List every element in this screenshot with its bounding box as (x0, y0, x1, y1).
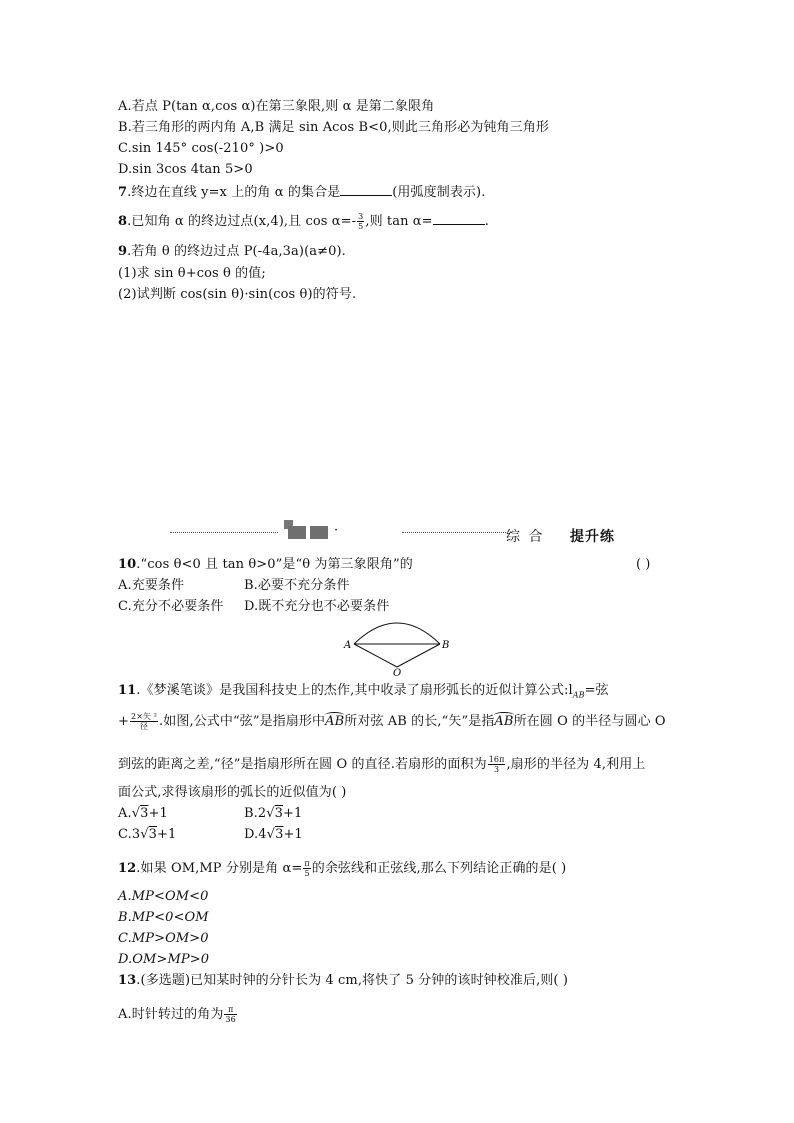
header-block-2 (310, 526, 328, 539)
q11-formula-numerator: 2×矢 ² (131, 712, 158, 721)
label-o: O (393, 668, 402, 678)
q12-option-b: B.MP<0<OM (118, 910, 209, 925)
q11-option-a-prefix: A. (118, 806, 132, 821)
q12-line (118, 859, 566, 878)
q13-number: 13 (118, 973, 137, 988)
q10-line (118, 557, 413, 573)
q10-answer-paren: ( ) (636, 557, 651, 572)
q11-line-4: 面公式,求得该扇形的弧长的近似值为( ) (118, 785, 347, 800)
sector-radius-b (397, 644, 440, 667)
q7-answer-blank (340, 183, 392, 196)
q11-text-3b: ,扇形的半径为 4,利用上 (506, 757, 646, 772)
q11-plus: + (118, 714, 129, 729)
q6-option-d: D.sin 3cos 4tan 5>0 (118, 162, 253, 177)
q7-line (118, 183, 485, 201)
q8-pre: .已知角 α 的终边过点(x,4),且 cos α=- (127, 214, 357, 229)
q6-option-a: A.若点 P(tan α,cos α)在第三象限,则 α 是第二象限角 (118, 99, 435, 114)
q11-arc-ab-1: AB (325, 714, 345, 729)
q10-option-c: C.充分不必要条件 (118, 599, 224, 614)
q12-post: 的余弦线和正弦线,那么下列结论正确的是( ) (311, 861, 567, 876)
q13-fraction-numerator: π (224, 1005, 236, 1015)
q11-option-c: C.3√3+1 (118, 827, 177, 842)
q12-number: 12 (118, 861, 137, 876)
q11-option-a-radicand: 3 (140, 806, 149, 821)
q11-option-b: B.2√3+1 (244, 806, 303, 821)
q11-arc-ab-2: AB (494, 714, 514, 729)
q10-option-a: A.充要条件 (118, 578, 185, 593)
sector-radius-a (354, 644, 397, 667)
q11-line-1 (118, 683, 609, 704)
q11-option-c-radicand: 3 (148, 827, 157, 842)
q11-number: 11 (118, 683, 137, 698)
dotted-rule-right (402, 532, 506, 533)
q11-option-c-prefix: C.3 (118, 827, 141, 842)
q11-area-denominator: 3 (493, 765, 500, 774)
q8-fraction-numerator: 3 (358, 212, 364, 221)
q11-subscript-ab: AB (572, 690, 585, 700)
q8-post: ,则 tan α= (365, 214, 433, 229)
q6-option-c: C.sin 145° cos(-210° )>0 (118, 141, 284, 156)
q10-option-b: B.必要不充分条件 (244, 578, 350, 593)
q12-option-c: C.MP>OM>0 (118, 931, 209, 946)
q11-formula-fraction (130, 712, 158, 731)
section-label-comprehensive: 综 合 (506, 529, 545, 545)
q7-tail: (用弧度制表示). (392, 185, 486, 200)
q13-fraction-denominator: 36 (225, 1015, 236, 1024)
q12-fraction (303, 859, 310, 878)
dotted-rule-left (170, 532, 278, 533)
q13-fraction (224, 1005, 236, 1024)
q11-text-2a: .如图,公式中“弦”是指扇形中 (159, 714, 326, 729)
q7-number: 7 (118, 185, 128, 200)
q11-text-2c: 所在圆 O 的半径与圆心 O (513, 714, 666, 729)
q13-option-a (118, 1005, 238, 1024)
q9-number: 9 (118, 244, 128, 259)
label-a: A (344, 640, 352, 651)
q11-text-1: .《梦溪笔谈》是我国科技史上的杰作,其中收录了扇形弧长的近似计算公式:l (136, 683, 573, 698)
q11-formula-denominator: 径 (139, 722, 149, 731)
q9-text: .若角 θ 的终边过点 P(-4a,3a)(a≠0). (127, 244, 346, 259)
q9-part-1: (1)求 sin θ+cos θ 的值; (118, 266, 266, 281)
q11-area-fraction (488, 755, 506, 774)
q11-option-a: A.√3+1 (118, 806, 168, 821)
q11-option-d-suffix: +1 (283, 827, 303, 842)
q12-option-a: A.MP<OM<0 (118, 889, 209, 904)
header-block-1 (288, 526, 306, 539)
header-dot: · (334, 523, 339, 538)
label-b: B (442, 640, 450, 651)
q13-line (118, 973, 568, 989)
q8-fraction-denominator: 5 (358, 222, 364, 231)
q8-fraction (357, 212, 364, 231)
q11-text-2b: 所对弦 AB 的长,“矢”是指 (344, 714, 495, 729)
q11-option-d: D.4√3+1 (244, 827, 303, 842)
section-label-improve: 提升练 (570, 529, 615, 545)
q13-text: .(多选题)已知某时钟的分针长为 4 cm,将快了 5 分钟的该时钟校准后,则( ) (136, 973, 568, 988)
q10-text: .“cos θ<0 且 tan θ>0”是“θ 为第三象限角”的 (136, 557, 413, 572)
q8-tail: . (484, 214, 489, 229)
q11-line-3 (118, 755, 645, 774)
q11-text-3a: 到弦的距离之差,“径”是指扇形所在圆 O 的直径.若扇形的面积为 (118, 757, 487, 772)
q12-fraction-numerator: π (304, 859, 310, 868)
q6-option-b: B.若三角形的两内角 A,B 满足 sin Acos B<0,则此三角形必为钝角三角形 (118, 120, 549, 135)
q11-option-a-suffix: +1 (148, 806, 168, 821)
section-header (170, 524, 630, 546)
q11-option-c-suffix: +1 (156, 827, 177, 842)
q12-pre: .如果 OM,MP 分别是角 α= (136, 861, 303, 876)
q12-option-d: D.OM>MP>0 (118, 952, 210, 967)
q10-option-d: D.既不充分也不必要条件 (244, 599, 390, 614)
q7-text: .终边在直线 y=x 上的角 α 的集合是 (127, 185, 341, 200)
q11-area-numerator: 16π (488, 755, 505, 764)
q11-option-d-radicand: 3 (275, 827, 284, 842)
q12-fraction-denominator: 5 (304, 869, 310, 878)
q8-line (118, 212, 489, 231)
q8-answer-blank (433, 212, 485, 225)
q11-option-d-prefix: D.4 (244, 827, 267, 842)
q11-option-b-radicand: 3 (274, 806, 284, 821)
q11-option-b-prefix: B.2 (244, 806, 267, 821)
q8-number: 8 (118, 214, 128, 229)
sector-figure (340, 612, 460, 678)
q11-option-b-suffix: +1 (283, 806, 303, 821)
q9-line (118, 244, 346, 260)
q11-line-2 (118, 712, 666, 731)
q13-option-a-text: A.时针转过的角为 (118, 1007, 224, 1022)
q11-text-1b: =弦 (584, 683, 609, 698)
q9-part-2: (2)试判断 cos(sin θ)·sin(cos θ)的符号. (118, 287, 357, 302)
q10-number: 10 (118, 557, 137, 572)
sector-arc (354, 623, 440, 644)
